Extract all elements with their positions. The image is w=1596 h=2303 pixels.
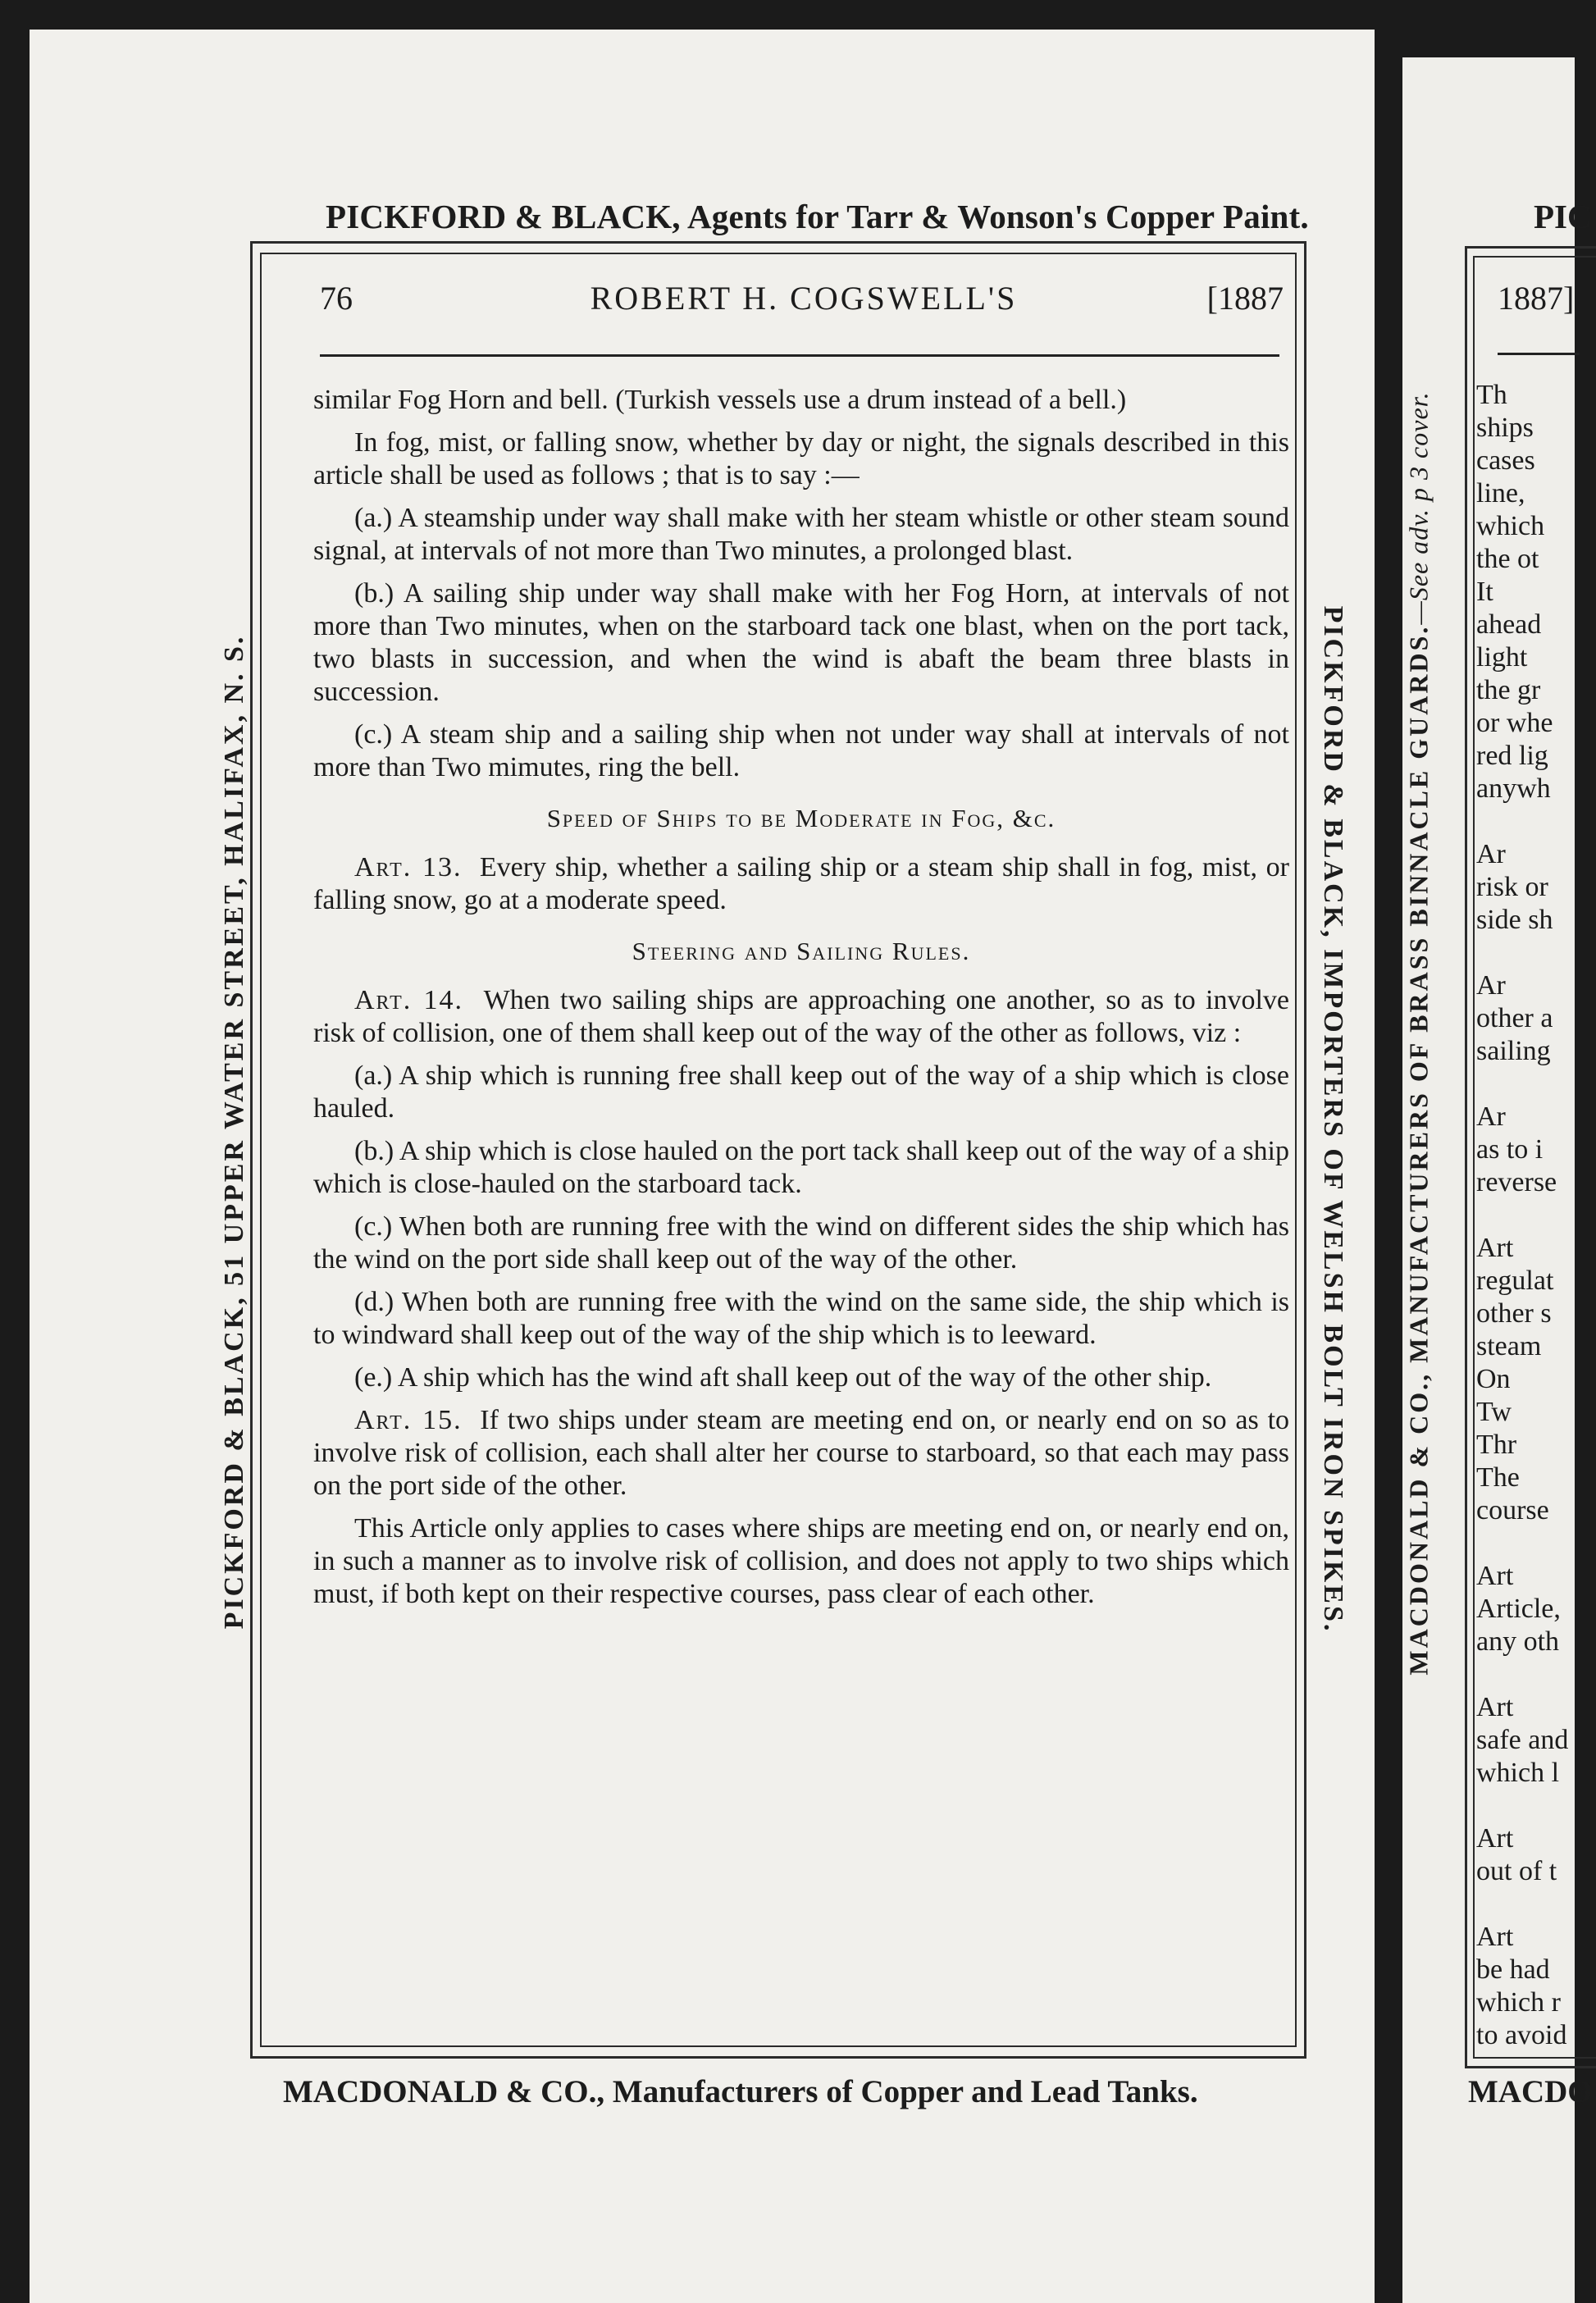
article-label: Art. 14.: [354, 985, 464, 1015]
adjacent-year: 1887]: [1498, 280, 1575, 317]
article-label: Art. 13.: [354, 852, 463, 882]
article-text: Every ship, whether a sailing ship or a steam ship shall in fog, mist, or falling snow, go at a moderate speed.: [313, 852, 1289, 915]
article-15: [313, 1404, 1289, 1503]
adjacent-bottom-advertisement: MACDO: [1468, 2074, 1593, 2109]
left-margin-advertisement: PICKFORD & BLACK, 51 UPPER WATER STREET, HALIFAX, N. S.: [219, 634, 249, 1630]
page-number: 76: [320, 280, 353, 317]
article-text: When two sailing ships are approaching one another, so as to involve risk of collision, one of them shall keep out of the way of the other as follows, viz :: [313, 985, 1290, 1048]
article-label: Art. 15.: [354, 1405, 463, 1435]
article-13: [313, 851, 1289, 917]
paragraph: (a.) A steamship under way shall make with her steam whistle or other steam sound signal, at intervals of not more than Two minutes, a prolonged blast.: [313, 503, 1289, 566]
adjacent-text: Th ships cases line, which the ot It ahead light the gr or whe red lig anywh Ar risk or side sh Ar other a sailing Ar as to i reverse Art regulat other s steam On Tw Thr The course Art Article, any oth Art safe and which l Art out of t Art be had which r to avoid: [1476, 380, 1569, 2050]
running-head: [320, 279, 1288, 320]
section-heading: Speed of Ships to be Moderate in Fog, &c.: [546, 804, 1056, 832]
adjacent-header-rule: [1498, 353, 1580, 355]
article-text: If two ships under steam are meeting end on, or nearly end on so as to involve risk of collision, each shall alter her course to starboard, so that each may pass on the port side of the other.: [313, 1405, 1290, 1501]
paragraph: (b.) A ship which is close hauled on the port tack shall keep out of the way of a ship which is close-hauled on the starboard tack.: [313, 1136, 1289, 1199]
right-margin-advertisement: PICKFORD & BLACK, IMPORTERS OF WELSH BOLT IRON SPIKES.: [1318, 605, 1348, 1634]
article-14: [313, 984, 1289, 1050]
paragraph: (e.) A ship which has the wind aft shall keep out of the way of the other ship.: [354, 1362, 1212, 1393]
paragraph: (c.) A steam ship and a sailing ship when not under way shall at intervals of not more than Two mimutes, ring the bell.: [313, 719, 1289, 782]
page-body: [313, 384, 1289, 1621]
bottom-advertisement: MACDONALD & CO., Manufacturers of Copper and Lead Tanks.: [283, 2074, 1198, 2109]
paragraph: In fog, mist, or falling snow, whether by day or night, the signals described in this article shall be used as follows ; that is to say :—: [313, 427, 1289, 490]
adjacent-margin-advertisement: [1404, 391, 1434, 1675]
paragraph: (c.) When both are running free with the wind on different sides the ship which has the wind on the port side shall keep out of the way of the other.: [313, 1211, 1289, 1275]
adjacent-top-advertisement: PIC: [1534, 198, 1592, 235]
running-year: [1887: [1206, 280, 1284, 317]
paragraph: similar Fog Horn and bell. (Turkish vessels use a drum instead of a bell.): [313, 385, 1127, 415]
header-rule: [320, 354, 1279, 357]
paragraph: (b.) A sailing ship under way shall make with her Fog Horn, at intervals of not more than Two minutes, when on the starboard tack one blast, when on the port tack, two blasts in succession, and when the wind is abaft the beam three blasts in succession.: [313, 578, 1289, 707]
paragraph: This Article only applies to cases where ships are meeting end on, or nearly end on, in such a manner as to involve risk of collision, and does not apply to two ships which must, if both kept on their respective courses, pass clear of each other.: [313, 1513, 1289, 1609]
paragraph: (d.) When both are running free with the wind on the same side, the ship which is to windward shall keep out of the way of the ship which is to leeward.: [313, 1287, 1289, 1350]
running-title: ROBERT H. COGSWELL'S: [590, 280, 1018, 317]
paragraph: (a.) A ship which is running free shall keep out of the way of a ship which is close hauled.: [313, 1060, 1289, 1124]
top-advertisement: PICKFORD & BLACK, Agents for Tarr & Wonson's Copper Paint.: [326, 198, 1309, 235]
adjacent-ad-note: —See adv. p 3 cover.: [1403, 391, 1434, 625]
section-heading: Steering and Sailing Rules.: [632, 937, 971, 965]
adjacent-ad-text: MACDONALD & CO., MANUFACTURERS OF BRASS BINNACLE GUARDS.: [1403, 624, 1434, 1676]
